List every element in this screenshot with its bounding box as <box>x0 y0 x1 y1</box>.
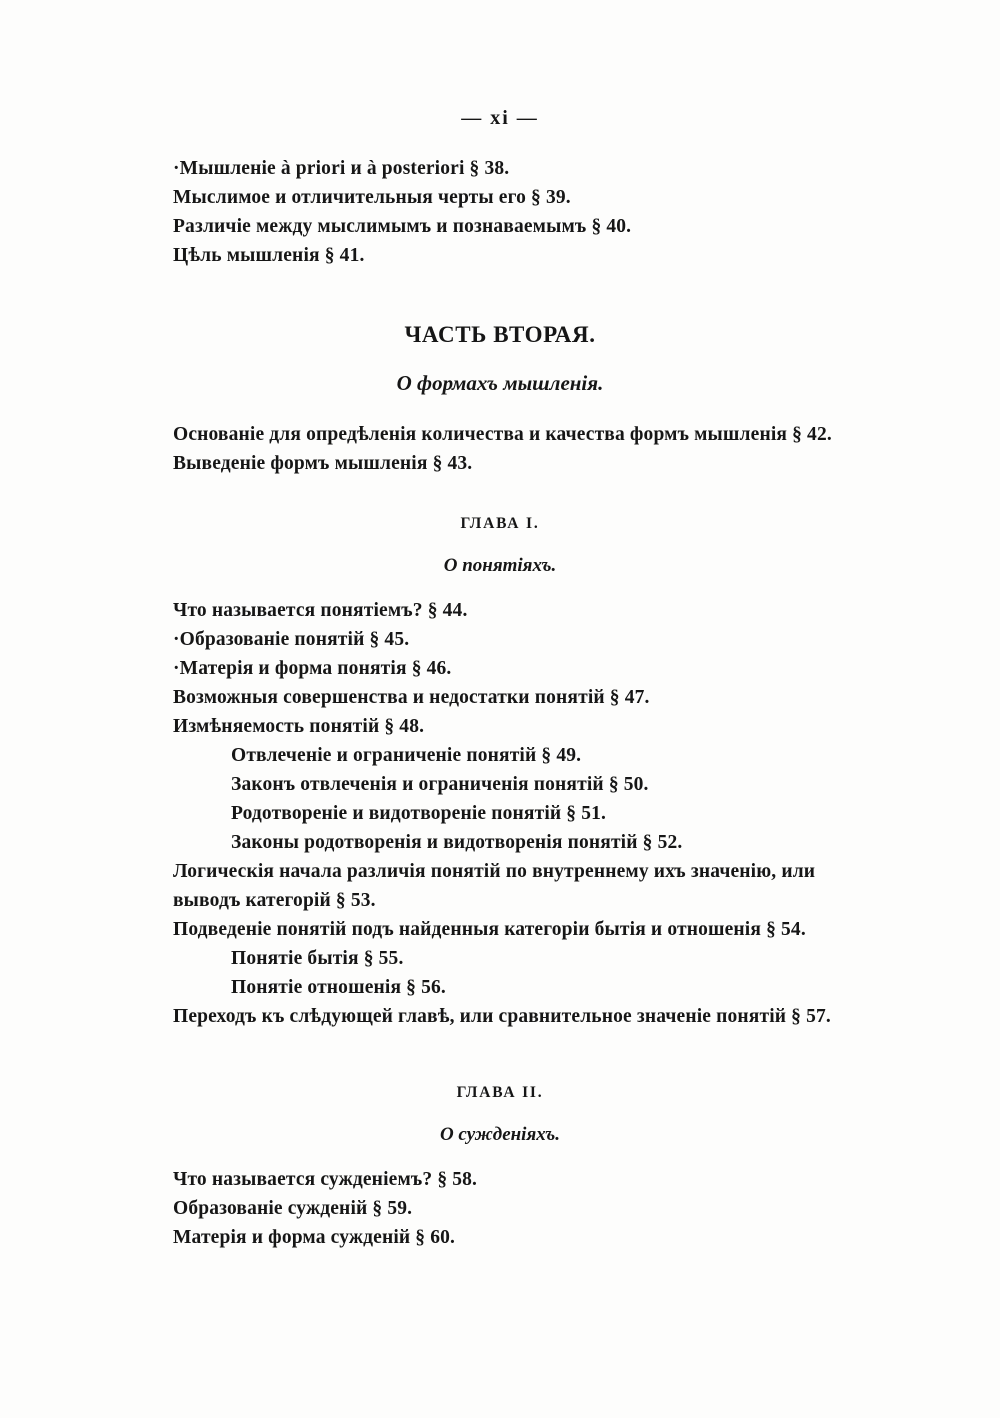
chapter-title: ГЛАВА II. <box>456 1084 544 1101</box>
toc-subentry: Понятіе отношенія § 56. <box>231 977 446 998</box>
toc-entry: Что называется сужденіемъ? § 58. <box>173 1169 478 1190</box>
chapter-subtitle: О сужденіяхъ. <box>439 1124 561 1145</box>
toc-entry: Матерія и форма сужденій § 60. <box>173 1227 456 1248</box>
part-subtitle: О формахъ мышленія. <box>396 371 604 395</box>
chapter-subtitle: О понятіяхъ. <box>443 555 557 576</box>
toc-subentry: Родотвореніе и видотвореніе понятій § 51. <box>231 803 607 824</box>
toc-entry: Подведеніе понятій подъ найденныя категоріи бытія и отношенія § 54. <box>173 919 806 940</box>
toc-entry: ·Мышленіе à priori и à posteriori § 38. <box>173 158 510 179</box>
toc-entry: Измѣняемость понятій § 48. <box>173 716 425 737</box>
toc-entry: ·Матерія и форма понятія § 46. <box>173 658 452 679</box>
toc-entry: Возможныя совершенства и недостатки понятій § 47. <box>173 687 650 708</box>
part-title: ЧАСТЬ ВТОРАЯ. <box>404 322 596 347</box>
toc-entry: Различіе между мыслимымъ и познаваемымъ § 40. <box>173 216 632 237</box>
toc-entry: Выведеніе формъ мышленія § 43. <box>173 453 473 474</box>
toc-entry: Переходъ къ слѣдующей главѣ, или сравнительное значеніе понятій § 57. <box>173 1006 831 1027</box>
toc-entry: Мыслимое и отличительныя черты его § 39. <box>173 187 571 208</box>
toc-subentry: Понятіе бытія § 55. <box>231 948 404 969</box>
toc-entry: Что называется понятіемъ? § 44. <box>173 600 468 621</box>
toc-entry-continuation: выводъ категорій § 53. <box>173 890 376 911</box>
page-number: — xi — <box>461 107 539 129</box>
toc-entry: Основаніе для опредѣленія количества и качества формъ мышленія § 42. <box>173 424 832 445</box>
toc-subentry: Законъ отвлеченія и ограниченія понятій § 50. <box>231 774 649 795</box>
toc-entry: Образованіе сужденій § 59. <box>173 1198 413 1219</box>
toc-entry: Логическія начала различія понятій по внутреннему ихъ значенію, или <box>173 861 816 882</box>
toc-subentry: Законы родотворенія и видотворенія понятій § 52. <box>231 832 683 853</box>
toc-entry: ·Образованіе понятій § 45. <box>173 629 410 650</box>
chapter-title: ГЛАВА I. <box>460 515 540 532</box>
toc-subentry: Отвлеченіе и ограниченіе понятій § 49. <box>231 745 582 766</box>
toc-entry: Цѣль мышленія § 41. <box>173 245 365 266</box>
